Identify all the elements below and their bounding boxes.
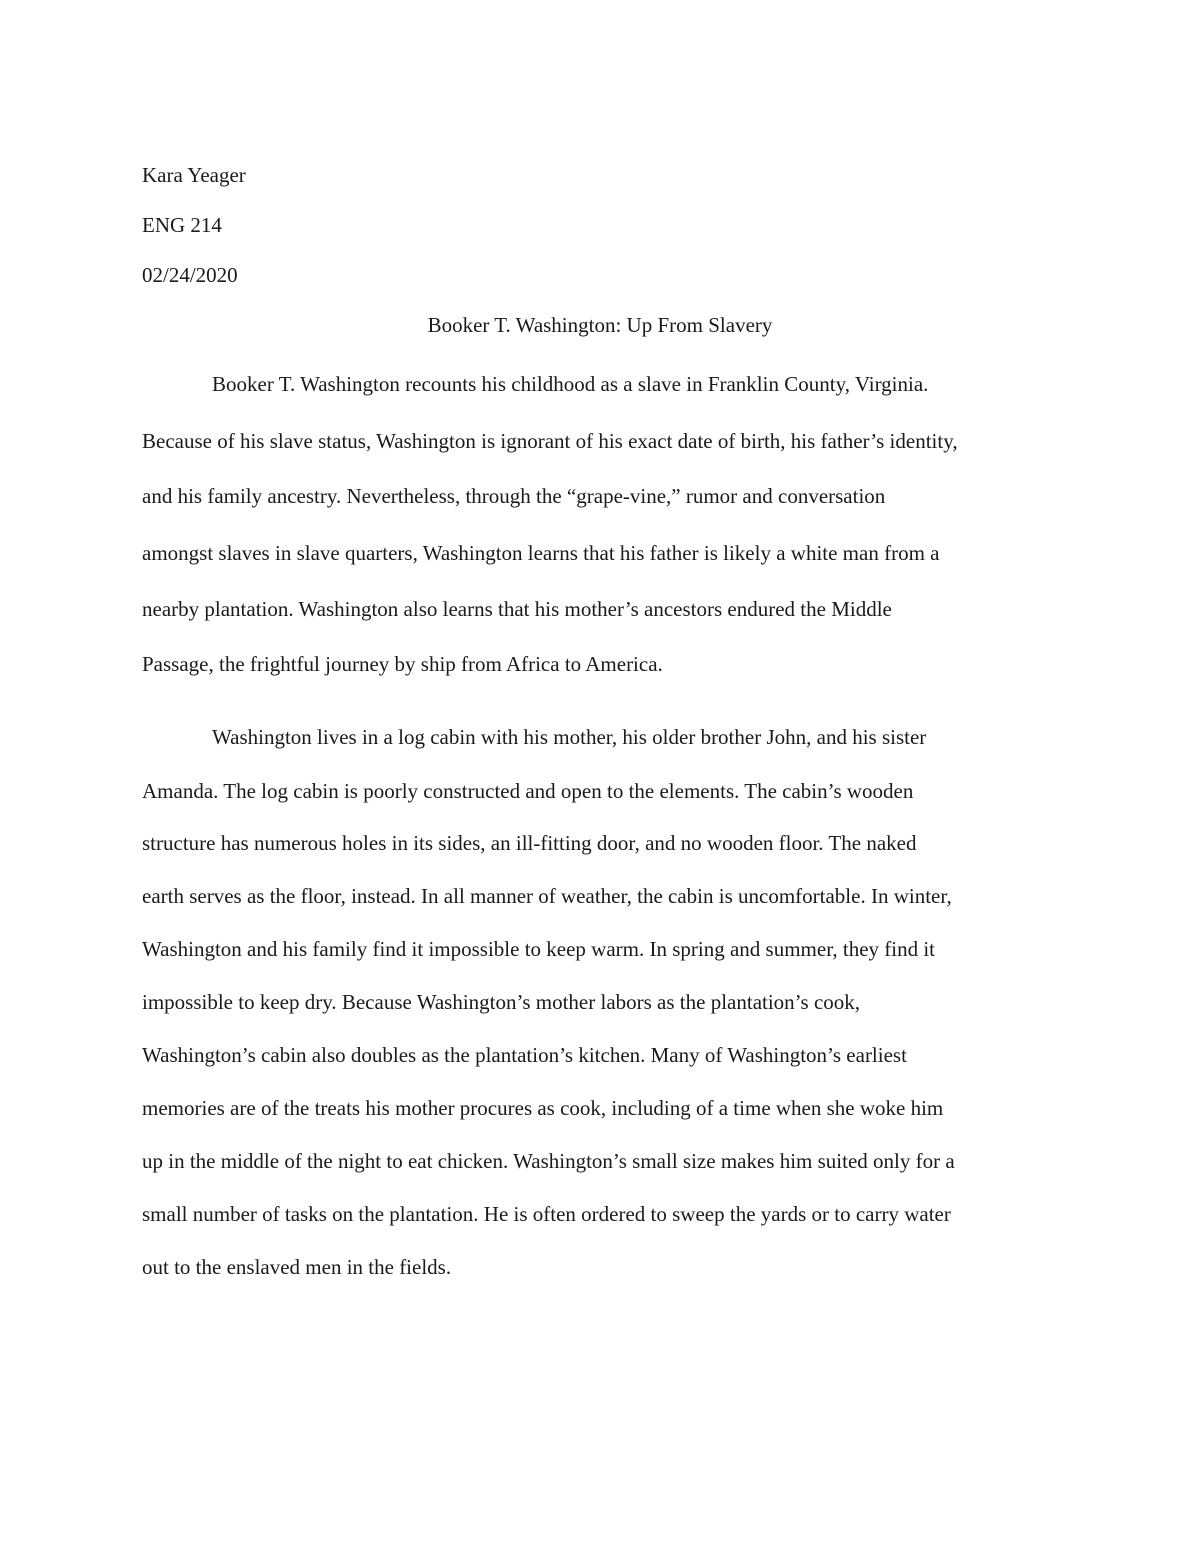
paragraph-line: earth serves as the floor, instead. In all manner of weather, the cabin is uncomfortable. In winter, [142,884,952,908]
paragraph-line: Amanda. The log cabin is poorly constructed and open to the elements. The cabin’s wooden [142,779,914,803]
paragraph-line: Washington’s cabin also doubles as the plantation’s kitchen. Many of Washington’s earliest [142,1043,907,1067]
course-name: ENG 214 [142,213,222,237]
paragraph-line: impossible to keep dry. Because Washington’s mother labors as the plantation’s cook, [142,990,861,1014]
paragraph-line: Passage, the frightful journey by ship from Africa to America. [142,652,663,676]
document-title: Booker T. Washington: Up From Slavery [427,313,773,337]
paragraph-line: Washington and his family find it impossible to keep warm. In spring and summer, they find it [142,937,936,961]
paragraph-line: out to the enslaved men in the fields. [142,1255,452,1279]
paragraph-line: structure has numerous holes in its sides, an ill-fitting door, and no wooden floor. The naked [142,831,917,855]
paragraph-line: nearby plantation. Washington also learns that his mother’s ancestors endured the Middle [142,597,892,621]
paragraph-line: up in the middle of the night to eat chicken. Washington’s small size makes him suited only for a [142,1149,955,1173]
paragraph-line: memories are of the treats his mother procures as cook, including of a time when she woke him [142,1096,944,1120]
paragraph-line: Washington lives in a log cabin with his mother, his older brother John, and his sister [212,725,927,749]
paragraph-line: amongst slaves in slave quarters, Washington learns that his father is likely a white man from a [142,541,940,565]
paragraph-line: and his family ancestry. Nevertheless, through the “grape-vine,” rumor and conversation [142,484,886,508]
author-name: Kara Yeager [142,163,246,187]
document-date: 02/24/2020 [142,263,238,287]
paragraph-line: small number of tasks on the plantation. He is often ordered to sweep the yards or to carry water [142,1202,951,1226]
paragraph-line: Booker T. Washington recounts his childhood as a slave in Franklin County, Virginia. [212,372,929,396]
paragraph-line: Because of his slave status, Washington is ignorant of his exact date of birth, his father’s identity, [142,429,958,453]
